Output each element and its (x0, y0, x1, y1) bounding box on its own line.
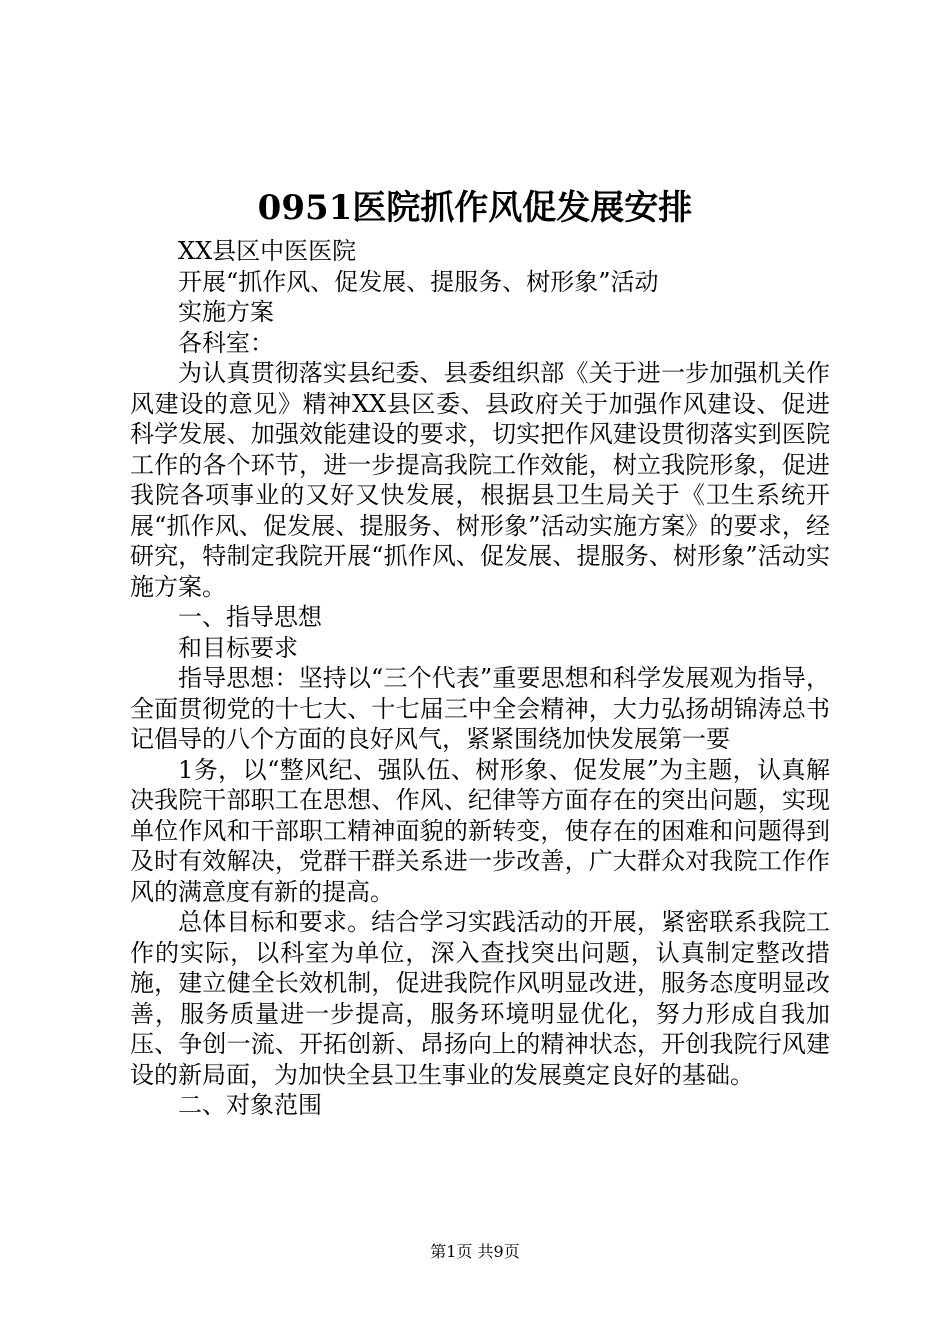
section-heading-2: 二、对象范围 (178, 1091, 322, 1119)
page-footer: 第1页 共9页 (430, 1242, 520, 1261)
paragraph-goals: 总体目标和要求。结合学习实践活动的开展，紧密联系我院工作的实际，以科室为单位，深入查找突出问题，认真制定整改措施，建立健全长效机制，促进我院作风明显改进，服务态度明显改善，服务质量进一步提高，服务环境明显优化，努力形成自我加压、争创一流、开拓创新、昂扬向上的精神状态，开创我院行风建设的新局面，为加快全县卫生事业的发展奠定良好的基础。 (130, 908, 830, 1089)
paragraph-salutation: 各科室： (178, 328, 274, 357)
document-title: 0951医院抓作风促发展安排 (257, 188, 693, 228)
paragraph-guiding-thought: 指导思想：坚持以“三个代表”重要思想和科学发展观为指导，全面贯彻党的十七大、十七届三中全会精神，大力弘扬胡锦涛总书记倡导的八个方面的良好风气，紧紧围绕加快发展第一要 (130, 664, 830, 753)
section-heading-1: 一、指导思想 (178, 603, 322, 631)
paragraph-plan-label: 实施方案 (178, 298, 274, 326)
section-heading-1-cont: 和目标要求 (178, 633, 298, 662)
paragraph-theme: 1务，以“整风纪、强队伍、树形象、促发展”为主题，认真解决我院干部职工在思想、作风、纪律等方面存在的突出问题，实现单位作风和干部职工精神面貌的新转变，使存在的困难和问题得到及时有效解决，党群干群关系进一步改善，广大群众对我院工作作风的满意度有新的提高。 (130, 755, 830, 906)
document-body (130, 236, 830, 1121)
paragraph-activity-title: 开展“抓作风、促发展、提服务、树形象”活动 (178, 267, 659, 296)
paragraph-hospital-name: XX县区中医医院 (178, 237, 357, 265)
paragraph-intro: 为认真贯彻落实县纪委、县委组织部《关于进一步加强机关作风建设的意见》精神XX县区委、县政府关于加强作风建设、促进科学发展、加强效能建设的要求，切实把作风建设贯彻落实到医院工作的各个环节，进一步提高我院工作效能，树立我院形象，促进我院各项事业的又好又快发展，根据县卫生局关于《卫生系统开展“抓作风、促发展、提服务、树形象”活动实施方案》的要求，经研究，特制定我院开展“抓作风、促发展、提服务、树形象”活动实施方案。 (130, 359, 830, 601)
